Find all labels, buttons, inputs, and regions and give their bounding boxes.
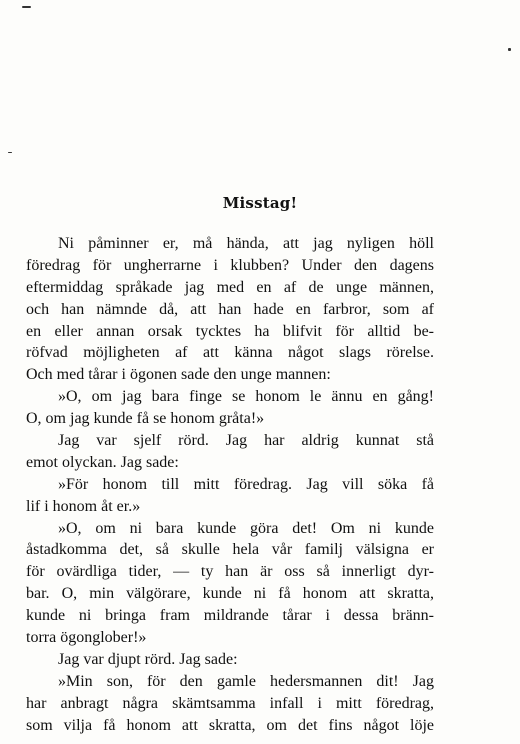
- body-text: [26, 233, 434, 736]
- text-line: »Min son, för den gamle hedersmannen dit! Jag: [58, 672, 434, 690]
- text-line: Ni påminner er, må hända, att jag nyligen höll: [58, 235, 434, 252]
- text-line: »O, om ni bara kunde göra det! Om ni kunde: [58, 519, 434, 537]
- text-line: torra ögonglober!»: [26, 629, 147, 647]
- text-line: åstadkomma det, så skulle hela vår familj välsigna er: [26, 541, 434, 559]
- text-line: bar. O, min välgörare, kunde ni få honom att skratta,: [26, 585, 434, 603]
- text-line: en eller annan orsak tycktes ha blifvit för alltid be-: [26, 322, 434, 340]
- text-line: O, om jag kunde få se honom gråta!»: [26, 410, 265, 428]
- text-line: eftermiddag språkade jag med en af de unge männen,: [26, 278, 434, 296]
- text-line: som vilja få honom att skratta, om det fins något löje: [26, 716, 434, 734]
- print-speck: [22, 6, 31, 8]
- text-line: »För honom till mitt föredrag. Jag vill söka få: [58, 475, 434, 493]
- text-line: lif i honom åt er.»: [26, 497, 141, 515]
- text-line: emot olyckan. Jag sade:: [26, 453, 179, 471]
- text-line: föredrag för ungherrarne i klubben? Under den dagens: [26, 256, 434, 274]
- text-line: röfvad möjligheten af att känna något slags rörelse.: [26, 344, 434, 362]
- print-speck: [8, 152, 12, 153]
- text-line: och han nämnde då, att han hade en farbror, som af: [26, 300, 434, 318]
- print-speck: [508, 48, 511, 51]
- text-line: Jag var djupt rörd. Jag sade:: [58, 650, 238, 668]
- text-line: kunde ni bringa fram mildrande tårar i dessa bränn-: [26, 607, 434, 625]
- chapter-title: Misstag!: [222, 194, 298, 213]
- text-line: Och med tårar i ögonen sade den unge mannen:: [26, 366, 331, 384]
- text-line: har anbragt några skämtsamma infall i mitt föredrag,: [26, 694, 434, 712]
- text-line: för ovärdliga tider, — ty han är oss så innerligt dyr-: [26, 563, 434, 581]
- text-line: »O, om jag bara finge se honom le ännu en gång!: [58, 388, 434, 406]
- text-line: Jag var sjelf rörd. Jag har aldrig kunnat stå: [58, 432, 434, 450]
